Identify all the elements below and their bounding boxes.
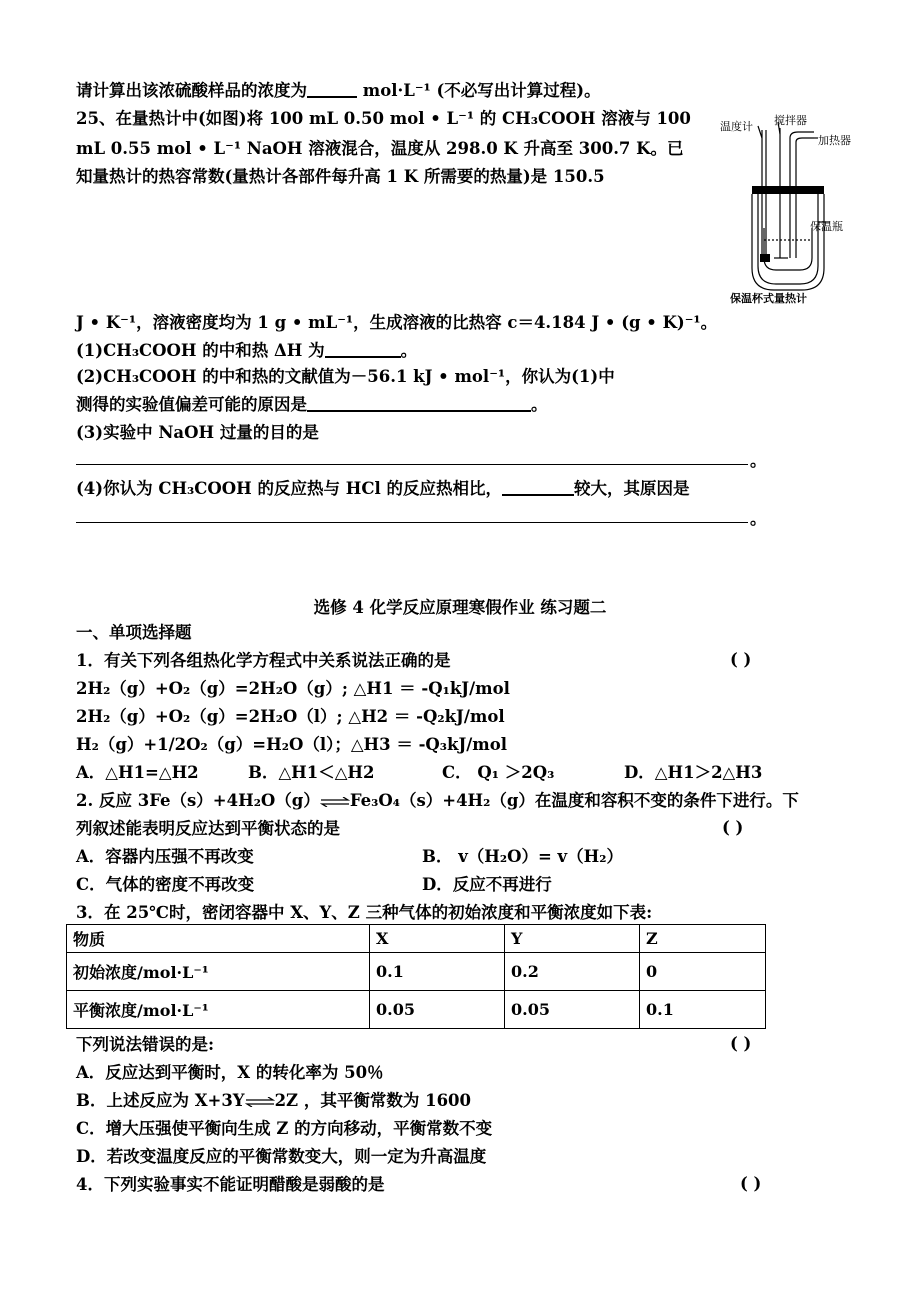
label-flask: 保温瓶 <box>810 220 843 233</box>
table-header: 物质 <box>67 925 370 953</box>
q3-option-b[interactable] <box>76 1090 471 1112</box>
q25-line1: 25、在量热计中(如图)将 100 mL 0.50 mol • L⁻¹ 的 CH₃COOH 溶液与 100 <box>76 109 691 128</box>
q3-option-d[interactable]: D．若改变温度反应的平衡常数变大，则一定为升高温度 <box>76 1147 487 1166</box>
table-header: X <box>370 925 505 953</box>
table-cell: 0.2 <box>505 953 640 991</box>
q1-stem: 1．有关下列各组热化学方程式中关系说法正确的是 <box>76 651 451 670</box>
q1-option-c[interactable]: C． Q₁ ＞2Q₃ <box>442 763 555 782</box>
q2-answer-paren[interactable]: ( ) <box>722 818 744 837</box>
text: 测得的实验值偏差可能的原因是 <box>76 395 307 414</box>
equilibrium-arrow-icon <box>245 1097 275 1107</box>
table-cell: 0.1 <box>370 953 505 991</box>
calorimeter-figure <box>718 108 868 308</box>
text: 2. 反应 3Fe（s）+4H₂O（g） <box>76 791 320 810</box>
table-cell: 平衡浓度/mol·L⁻¹ <box>67 991 370 1029</box>
q1-eq2: 2H₂（g）+O₂（g）=2H₂O（l）; △H2 ＝ -Q₂kJ/mol <box>76 707 505 726</box>
table-cell: 初始浓度/mol·L⁻¹ <box>67 953 370 991</box>
table-header: Y <box>505 925 640 953</box>
period: 。 <box>750 451 767 470</box>
q1-eq1: 2H₂（g）+O₂（g）=2H₂O（g）; △H1 ＝ -Q₁kJ/mol <box>76 679 510 698</box>
table-cell: 0 <box>640 953 766 991</box>
q25-line2: mL 0.55 mol • L⁻¹ NaOH 溶液混合，温度从 298.0 K 升高至 300.7 K。已 <box>76 139 684 158</box>
line-concentration <box>76 80 601 102</box>
text: B．上述反应为 X+3Y <box>76 1091 245 1110</box>
text: mol·L⁻¹ (不必写出计算过程)。 <box>357 81 601 100</box>
q2-option-a[interactable]: A．容器内压强不再改变 <box>76 847 254 866</box>
q3-answer-paren[interactable]: ( ) <box>730 1034 752 1053</box>
equilibrium-arrow-icon <box>320 797 350 807</box>
text: 2Z ，其平衡常数为 1600 <box>274 1091 472 1110</box>
answer-blank[interactable] <box>307 394 531 412</box>
table-row <box>67 991 766 1029</box>
table-header: Z <box>640 925 766 953</box>
q25-sub2: (2)CH₃COOH 的中和热的文献值为－56.1 kJ • mol⁻¹，你认为(1)中 <box>76 367 615 386</box>
q25-sub1 <box>76 340 417 362</box>
q3-option-c[interactable]: C．增大压强使平衡向生成 Z 的方向移动，平衡常数不变 <box>76 1119 493 1138</box>
q25-sub2b <box>76 394 548 416</box>
figure-caption: 保温杯式量热计 <box>730 292 807 305</box>
q1-answer-paren[interactable]: ( ) <box>730 650 752 669</box>
q2-option-b[interactable]: B． v（H₂O）= v（H₂） <box>422 847 623 866</box>
answer-line[interactable] <box>76 522 748 523</box>
label-stirrer: 搅拌器 <box>774 114 807 127</box>
table-cell: 0.1 <box>640 991 766 1029</box>
label-thermometer: 温度计 <box>720 120 753 133</box>
table-row <box>67 953 766 991</box>
q25-line3: 知量热计的热容常数(量热计各部件每升高 1 K 所需要的热量)是 150.5 <box>76 167 605 186</box>
text: (4)你认为 CH₃COOH 的反应热与 HCl 的反应热相比， <box>76 479 502 498</box>
concentration-table <box>66 924 766 1029</box>
table-cell: 0.05 <box>505 991 640 1029</box>
text: Fe₃O₄（s）+4H₂（g）在温度和容积不变的条件下进行。下 <box>349 791 799 810</box>
q2-option-d[interactable]: D．反应不再进行 <box>422 875 552 894</box>
q3-option-a[interactable]: A．反应达到平衡时，X 的转化率为 50％ <box>76 1063 384 1082</box>
text: 较大，其原因是 <box>573 479 690 498</box>
table-cell: 0.05 <box>370 991 505 1029</box>
answer-blank[interactable] <box>307 80 357 98</box>
q2-stem2: 列叙述能表明反应达到平衡状态的是 <box>76 819 340 838</box>
q3-stem: 3．在 25℃时，密闭容器中 X、Y、Z 三种气体的初始浓度和平衡浓度如下表: <box>76 903 653 922</box>
answer-blank[interactable] <box>325 340 401 358</box>
q3-after: 下列说法错误的是: <box>76 1035 215 1054</box>
q25-sub4 <box>76 478 689 500</box>
label-heater: 加热器 <box>818 134 851 147</box>
q1-option-b[interactable]: B．△H1＜△H2 <box>248 763 375 782</box>
q1-option-a[interactable]: A．△H1=△H2 <box>76 763 199 782</box>
answer-line[interactable] <box>76 464 748 465</box>
period: 。 <box>750 509 767 528</box>
section-heading: 一、单项选择题 <box>76 623 192 642</box>
q25-sub3: (3)实验中 NaOH 过量的目的是 <box>76 423 319 442</box>
q25-line4: J • K⁻¹，溶液密度均为 1 g • mL⁻¹，生成溶液的比热容 c＝4.184 J • (g • K)⁻¹。 <box>76 313 718 332</box>
text: 。 <box>531 395 548 414</box>
thermometer-bulb <box>760 254 770 262</box>
q2-option-c[interactable]: C．气体的密度不再改变 <box>76 875 255 894</box>
q1-eq3: H₂（g）+1/2O₂（g）=H₂O（l）；△H3 ＝ -Q₃kJ/mol <box>76 735 508 754</box>
answer-blank[interactable] <box>502 478 574 496</box>
q4-answer-paren[interactable]: ( ) <box>740 1174 762 1193</box>
text: 。 <box>400 341 418 360</box>
q2-stem <box>76 790 799 812</box>
text: 请计算出该浓硫酸样品的浓度为 <box>76 81 307 100</box>
table-header-row <box>67 925 766 953</box>
text: (1)CH₃COOH 的中和热 ΔH 为 <box>76 341 325 360</box>
lid <box>752 186 824 194</box>
q1-option-d[interactable]: D．△H1＞2△H3 <box>624 763 763 782</box>
exercise-title: 选修 4 化学反应原理寒假作业 练习题二 <box>313 598 607 617</box>
q4-stem: 4．下列实验事实不能证明醋酸是弱酸的是 <box>76 1175 385 1194</box>
